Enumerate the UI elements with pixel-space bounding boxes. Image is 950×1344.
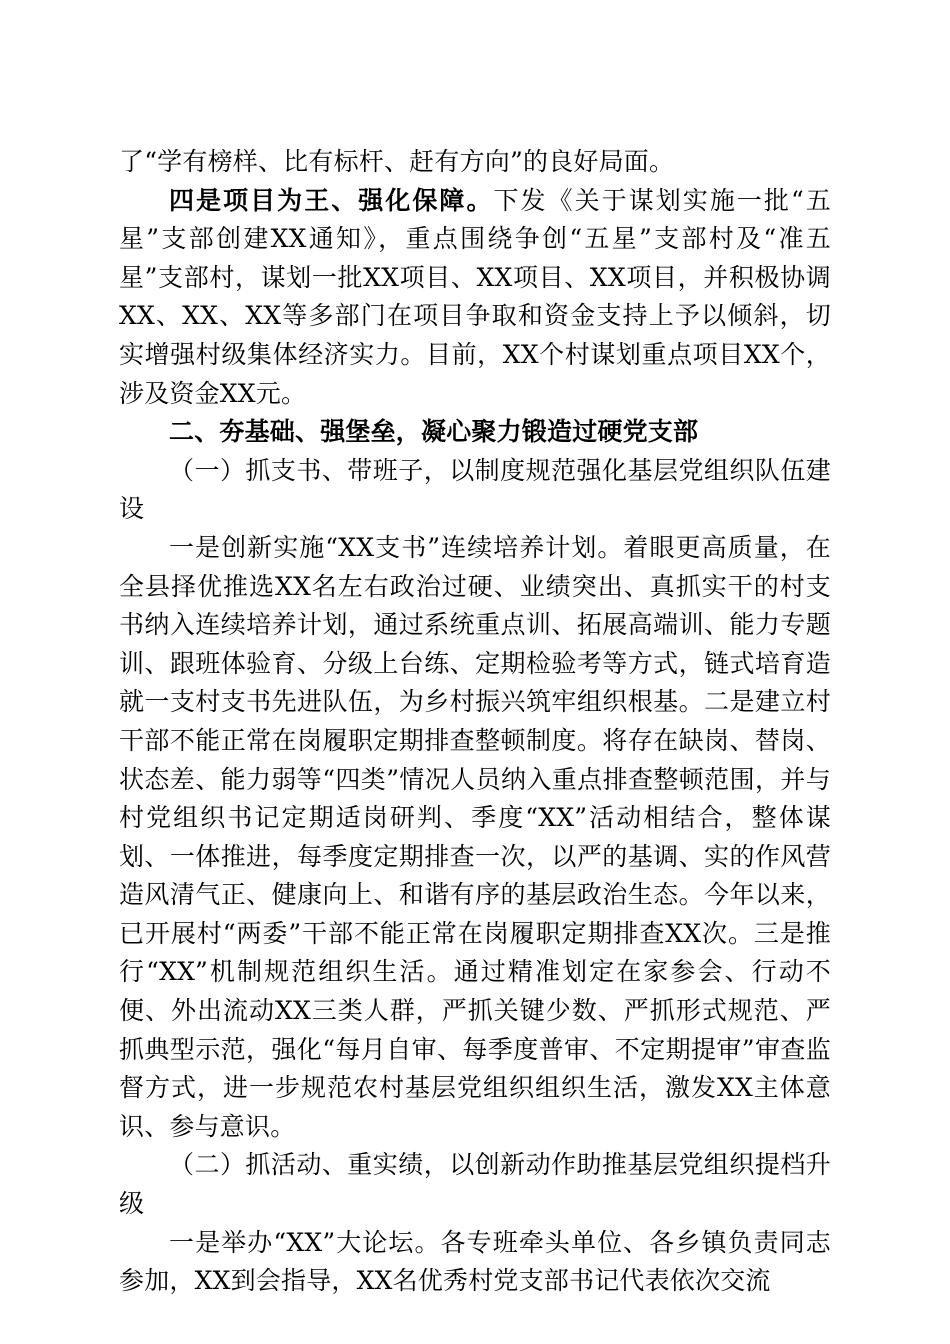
paragraph-project-guarantee [119,182,831,414]
document-body [119,143,831,1301]
subsection-heading-1: （一）抓支书、带班子，以制度规范强化基层党组织队伍建设 [119,455,831,524]
subsection-heading-2: （二）抓活动、重实绩，以创新动作助推基层党组织提档升级 [119,1150,831,1219]
paragraph-lead-bold: 四是项目为王、强化保障。 [169,185,494,215]
paragraph-continuation: 了“学有榜样、比有标杆、赶有方向”的良好局面。 [119,147,675,176]
paragraph-body: 下发《关于谋划实施一批“五星”支部创建XX通知》，重点围绕争创“五星”支部村及“准五星”支部村，谋划一批XX项目、XX项目、XX项目，并积极协调XX、XX、XX等多部门在项目争取和资金支持上予以倾斜，切实增强村级集体经济实力。目前，XX个村谋划重点项目XX个，涉及资金XX元。 [119,185,831,408]
section-heading: 二、夯基础、强堡垒，凝心聚力锻造过硬党支部 [169,417,699,447]
paragraph-secretary-training: 一是创新实施“XX支书”连续培养计划。着眼更高质量，在全县择优推选XX名左右政治过硬、业绩突出、真抓实干的村支书纳入连续培养计划，通过系统重点训、拓展高端训、能力专题训、跟班体验育、分级上台练、定期检验考等方式，链式培育造就一支村支书先进队伍，为乡村振兴筑牢组织根基。二是建立村干部不能正常在岗履职定期排查整顿制度。将存在缺岗、替岗、状态差、能力弱等“四类”情况人员纳入重点排查整顿范围，并与村党组织书记定期适岗研判、季度“XX”活动相结合，整体谋划、一体推进，每季度定期排查一次，以严的基调、实的作风营造风清气正、健康向上、和谐有序的基层政治生态。今年以来，已开展村“两委”干部不能正常在岗履职定期排查XX次。三是推行“XX”机制规范组织生活。通过精准划定在家参会、行动不便、外出流动XX三类人群，严抓关键少数、严抓形式规范、严抓典型示范，强化“每月自审、每季度普审、不定期提审”审查监督方式，进一步规范农村基层党组织组织生活，激发XX主体意识、参与意识。 [119,532,831,1141]
paragraph-forum: 一是举办“XX”大论坛。各专班牵头单位、各乡镇负责同志参加，XX到会指导，XX名优秀村党支部书记代表依次交流 [119,1227,831,1296]
